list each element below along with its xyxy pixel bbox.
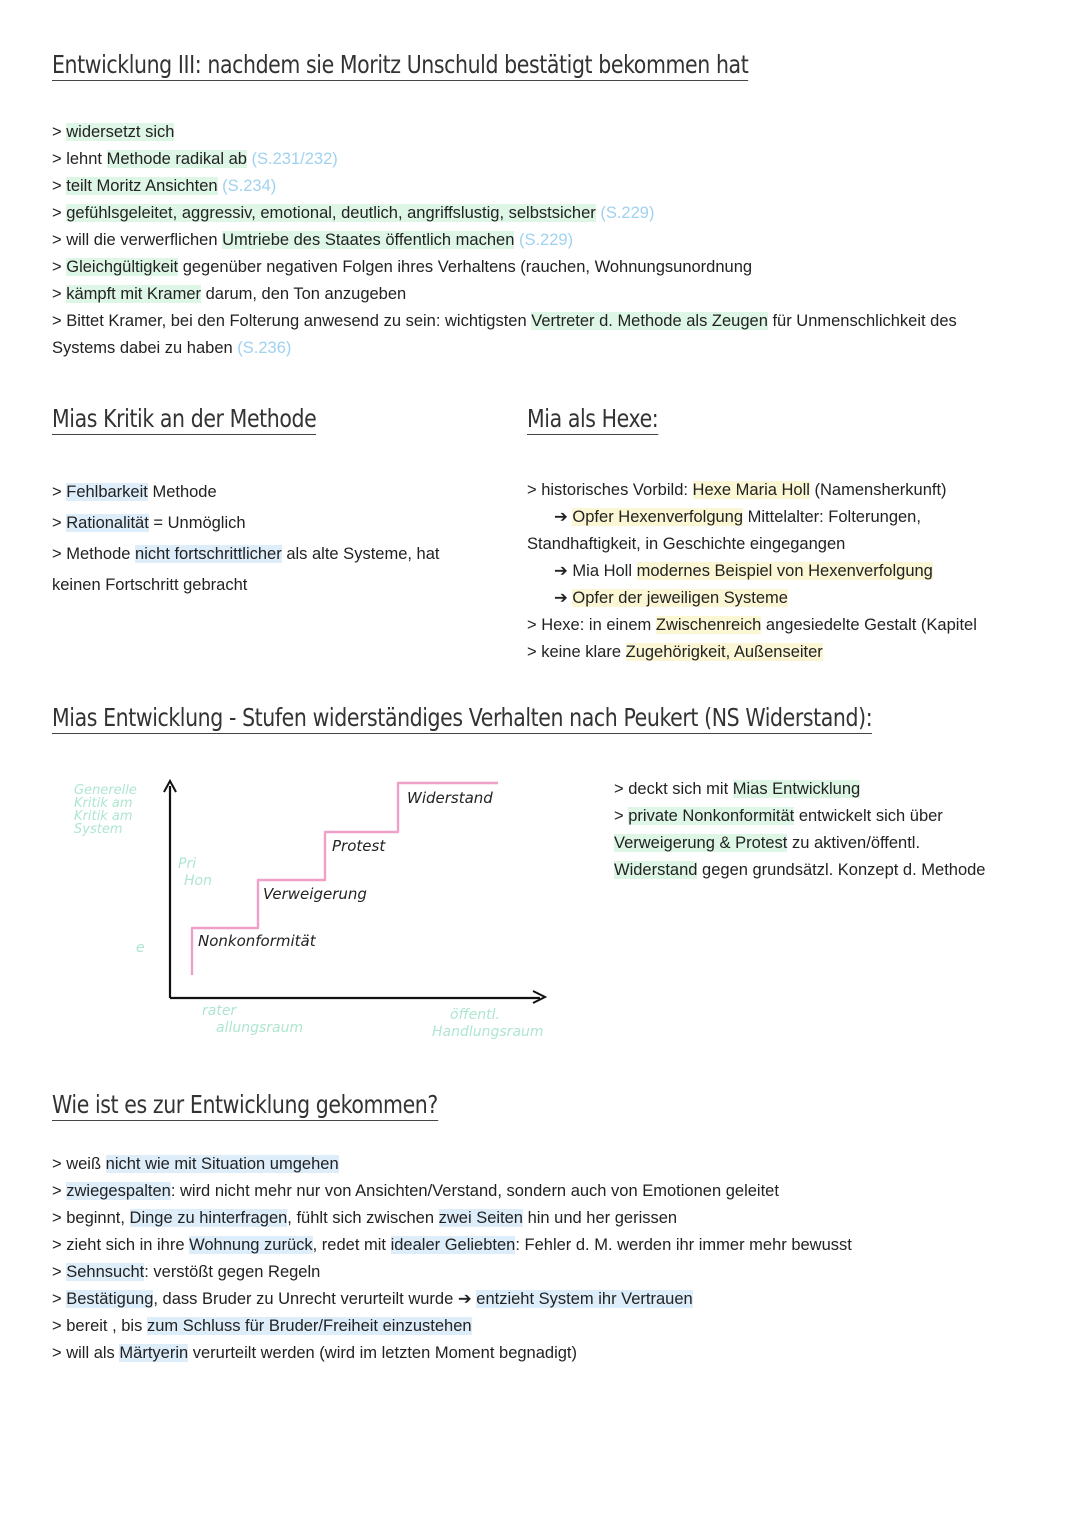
list-item: ➔ Opfer der jeweiligen Systeme [554,589,788,607]
y-axis-ghost-label-3: e [136,940,145,956]
x-axis-label-oeffentlich: öffentl. Handlungsraum [432,1007,544,1040]
list-item: > weiß nicht wie mit Situation umgehen [52,1155,339,1173]
list-item: > zwiegespalten: wird nicht mehr nur von Ansichten/Verstand, sondern auch von Emotionen geleitet [52,1182,779,1200]
list-item-continued: Verweigerung & Protest zu aktiven/öffentl. [614,834,921,852]
list-item-continued: keinen Fortschritt gebracht [52,576,248,594]
list-item: > private Nonkonformität entwickelt sich über [614,807,943,825]
page-reference: (S.231/232) [246,150,338,168]
list-item: > zieht sich in ihre Wohnung zurück, redet mit idealer Geliebten: Fehler d. M. werden ihr immer mehr bewusst [52,1236,852,1254]
list-item: > Fehlbarkeit Methode [52,483,217,501]
list-item: > will die verwerflichen Umtriebe des Staates öffentlich machen (S.229) [52,231,574,249]
y-axis-ghost-label-2: Pri Hon [178,856,212,889]
list-item: > beginnt, Dinge zu hinterfragen, fühlt sich zwischen zwei Seiten hin und her gerissen [52,1209,678,1227]
page-reference: (S.234) [217,177,277,195]
heading-wie-entwicklung: Wie ist es zur Entwicklung gekommen? [52,1090,438,1119]
page-reference: (S.236) [232,339,292,357]
heading-stufen-widerstand: Mias Entwicklung - Stufen widerständiges Verhalten nach Peukert (NS Widerstand): [52,703,873,732]
page-reference: (S.229) [595,204,655,222]
heading-mias-kritik: Mias Kritik an der Methode [52,404,317,433]
list-item: > widersetzt sich [52,123,175,141]
list-item-continued: Standhaftigkeit, in Geschichte eingegangen [527,535,846,553]
heading-mia-als-hexe: Mia als Hexe: [527,404,659,433]
list-item: > gefühlsgeleitet, aggressiv, emotional, deutlich, angriffslustig, selbstsicher (S.229) [52,204,655,222]
heading-entwicklung-3: Entwicklung III: nachdem sie Moritz Unschuld bestätigt bekommen hat [52,50,749,79]
y-axis-ghost-label: Generelle Kritik am Kritik am System [74,783,137,837]
step-label-widerstand: Widerstand [407,789,493,807]
list-item: ➔ Mia Holl modernes Beispiel von Hexenverfolgung [554,562,933,580]
list-item: > lehnt Methode radikal ab (S.231/232) [52,150,338,168]
list-item: > kämpft mit Kramer darum, den Ton anzugeben [52,285,407,303]
list-item: > keine klare Zugehörigkeit, Außenseiter [527,643,823,661]
list-item: > Methode nicht fortschrittlicher als alte Systeme, hat [52,545,440,563]
list-item: > deckt sich mit Mias Entwicklung [614,780,861,798]
step-label-verweigerung: Verweigerung [263,885,367,903]
list-item: > Hexe: in einem Zwischenreich angesiedelte Gestalt (Kapitel [527,616,977,634]
list-item: > Sehnsucht: verstößt gegen Regeln [52,1263,321,1281]
step-label-protest: Protest [332,837,386,855]
list-item: > historisches Vorbild: Hexe Maria Holl (Namensherkunft) [527,481,947,499]
list-item: > bereit , bis zum Schluss für Bruder/Freiheit einzustehen [52,1317,472,1335]
list-item: > Rationalität = Unmöglich [52,514,246,532]
list-item: > Bittet Kramer, bei den Folterung anwesend zu sein: wichtigsten Vertreter d. Methode als Zeugen für Unmenschlichkeit des [52,312,957,330]
list-item-continued: Widerstand gegen grundsätzl. Konzept d. Methode [614,861,986,879]
x-axis-label-privat: rater allungsraum [202,1003,304,1036]
list-item-continued: Systems dabei zu haben (S.236) [52,339,292,357]
list-item: > Bestätigung, dass Bruder zu Unrecht verurteilt wurde ➔ entzieht System ihr Vertrauen [52,1290,693,1308]
step-label-nonkonformitaet: Nonkonformität [198,932,316,950]
list-item: ➔ Opfer Hexenverfolgung Mittelalter: Folterungen, [554,508,921,526]
page-reference: (S.229) [514,231,574,249]
list-item: > will als Märtyerin verurteilt werden (wird im letzten Moment begnadigt) [52,1344,578,1362]
list-item: > Gleichgültigkeit gegenüber negativen Folgen ihres Verhaltens (rauchen, Wohnungsunordnung [52,258,753,276]
list-item: > teilt Moritz Ansichten (S.234) [52,177,277,195]
